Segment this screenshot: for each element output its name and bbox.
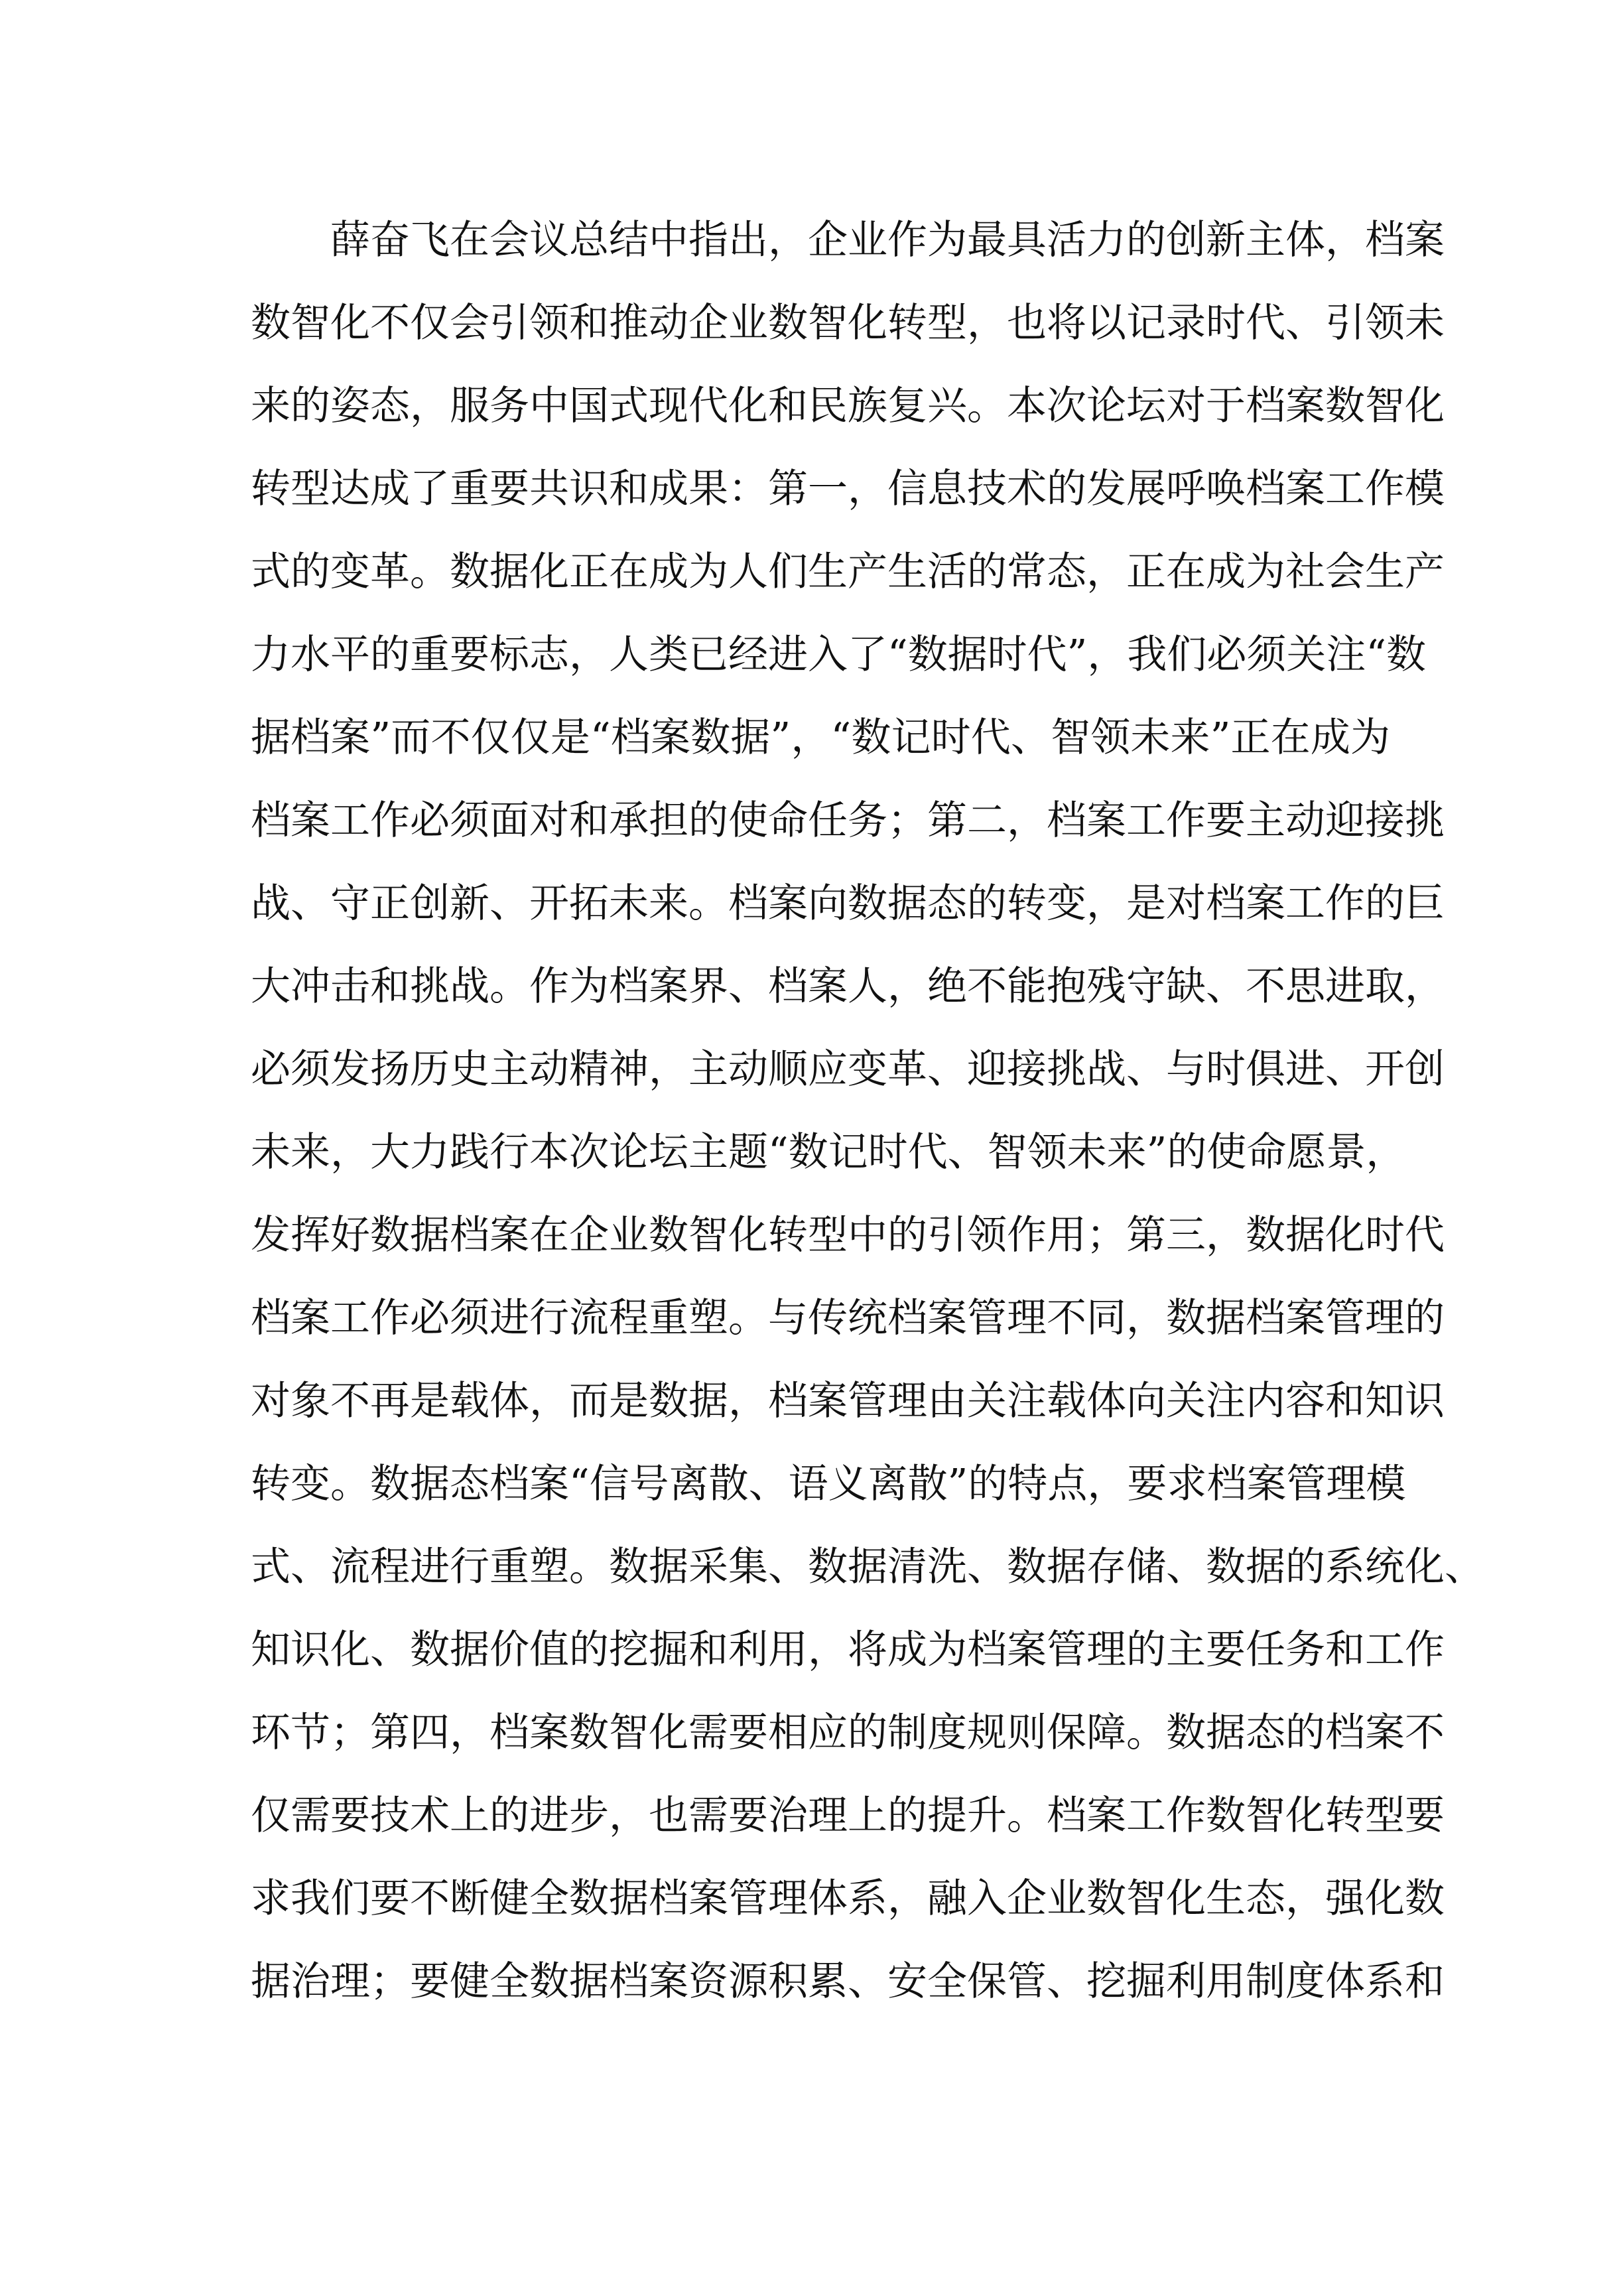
paragraph-line-1: 薛奋飞在会议总结中指出，企业作为最具活力的创新主体，档案 xyxy=(330,217,1445,263)
paragraph-line-8: 档案工作必须面对和承担的使命任务；第二，档案工作要主动迎接挑 xyxy=(251,797,1445,844)
paragraph-line-20: 仅需要技术上的进步，也需要治理上的提升。档案工作数智化转型要 xyxy=(251,1792,1445,1839)
paragraph-line-17: 式、流程进行重塑。数据采集、数据清洗、数据存储、数据的系统化、 xyxy=(251,1544,1484,1590)
paragraph-line-19: 环节；第四，档案数智化需要相应的制度规则保障。数据态的档案不 xyxy=(251,1710,1445,1756)
paragraph-line-11: 必须发扬历史主动精神，主动顺应变革、迎接挑战、与时俱进、开创 xyxy=(251,1046,1445,1093)
paragraph-line-22: 据治理；要健全数据档案资源积累、安全保管、挖掘利用制度体系和 xyxy=(251,1958,1445,2005)
paragraph-line-18: 知识化、数据价值的挖掘和利用，将成为档案管理的主要任务和工作 xyxy=(251,1627,1445,1673)
paragraph-line-3: 来的姿态，服务中国式现代化和民族复兴。本次论坛对于档案数智化 xyxy=(251,383,1445,429)
paragraph-line-16: 转变。数据态档案“信号离散、语义离散”的特点，要求档案管理模 xyxy=(251,1461,1406,1507)
paragraph-line-2: 数智化不仅会引领和推动企业数智化转型，也将以记录时代、引领未 xyxy=(251,300,1445,346)
body-paragraph xyxy=(251,199,1484,2023)
paragraph-line-14: 档案工作必须进行流程重塑。与传统档案管理不同，数据档案管理的 xyxy=(251,1295,1445,1341)
paragraph-line-10: 大冲击和挑战。作为档案界、档案人，绝不能抱残守缺、不思进取， xyxy=(251,963,1445,1010)
paragraph-line-7: 据档案”而不仅仅是“档案数据”，“数记时代、智领未来”正在成为 xyxy=(251,714,1390,761)
paragraph-line-13: 发挥好数据档案在企业数智化转型中的引领作用；第三，数据化时代 xyxy=(251,1212,1445,1258)
paragraph-line-12: 未来，大力践行本次论坛主题“数记时代、智领未来”的使命愿景， xyxy=(251,1129,1406,1176)
paragraph-line-6: 力水平的重要标志，人类已经进入了“数据时代”，我们必须关注“数 xyxy=(251,632,1427,678)
paragraph-line-9: 战、守正创新、开拓未来。档案向数据态的转变，是对档案工作的巨 xyxy=(251,880,1445,927)
paragraph-line-21: 求我们要不断健全数据档案管理体系，融入企业数智化生态，强化数 xyxy=(251,1875,1445,1922)
paragraph-line-4: 转型达成了重要共识和成果：第一，信息技术的发展呼唤档案工作模 xyxy=(251,466,1445,512)
paragraph-line-15: 对象不再是载体，而是数据，档案管理由关注载体向关注内容和知识 xyxy=(251,1378,1445,1424)
paragraph-line-5: 式的变革。数据化正在成为人们生产生活的常态，正在成为社会生产 xyxy=(251,549,1445,595)
